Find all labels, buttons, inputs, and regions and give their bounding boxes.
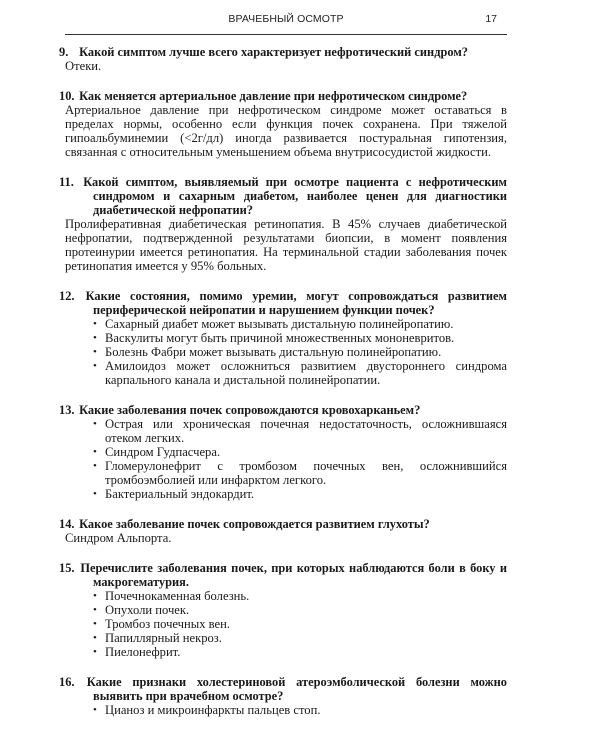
qa-item-14 — [59, 517, 507, 545]
question-heading: 10. Как меняется артериальное давление при нефротическом синдроме? — [59, 89, 468, 103]
qa-item-11 — [59, 175, 507, 273]
question-heading: 13. Какие заболевания почек сопровождаются кровохарканьем? — [59, 403, 421, 417]
qa-item-9 — [59, 45, 507, 73]
question-heading: 14. Какое заболевание почек сопровождается развитием глухоты? — [59, 517, 430, 531]
answer-bullet-list — [65, 317, 507, 387]
bullet-item: • Гломерулонефрит с тромбозом почечных вен, осложнившийся тромбоэмболией или инфарктом легкого. — [105, 459, 507, 487]
bullet-item: • Пиелонефрит. — [105, 645, 507, 659]
question-text: Какое заболевание почек сопровождается развитием глухоты? — [79, 517, 430, 531]
bullet-item: • Острая или хроническая почечная недостаточность, осложнившаяся отеком легких. — [105, 417, 507, 445]
question-text: Как меняется артериальное давление при нефротическом синдроме? — [79, 89, 468, 103]
answer-text: Отеки. — [65, 59, 102, 73]
answer-text: Артериальное давление при нефротическом синдроме может оставаться в пределах нормы, особенно если функция почек сохранена. При тяжелой гипоальбуминемии (<2г/дл) иногда развивается постуральная гипотензия, связанная с относительным уменьшением объема внутрисосудистой жидкости. — [65, 103, 507, 159]
answer-bullet-list — [65, 589, 507, 659]
page-content — [59, 45, 508, 733]
bullet-item: • Цианоз и микроинфаркты пальцев стоп. — [105, 703, 507, 717]
qa-item-10 — [59, 89, 507, 159]
bullet-item: • Болезнь Фабри может вызывать дистальную полинейропатию. — [105, 345, 507, 359]
bullet-item: • Амилоидоз может осложниться развитием двустороннего синдрома карпального канала и дистальной полинейропатии. — [105, 359, 507, 387]
bullet-item: • Почечнокаменная болезнь. — [105, 589, 507, 603]
bullet-item: • Опухоли почек. — [105, 603, 507, 617]
question-text: Перечислите заболевания почек, при которых наблюдаются боли в боку и макрогематурия. — [80, 561, 508, 589]
question-heading: 15. Перечислите заболевания почек, при которых наблюдаются боли в боку и макрогематурия. — [59, 561, 508, 589]
running-header — [65, 13, 507, 29]
qa-item-16 — [59, 675, 507, 717]
header-rule — [65, 34, 507, 35]
answer-text: Пролиферативная диабетическая ретинопатия. В 45% случаев диабетической нефропатии, подтвержденной результатами биопсии, в момент появления протеинурии имеется ретинопатия. На терминальной стадии заболевания почек ретинопатия имеется у 95% больных. — [65, 217, 507, 273]
question-heading: 11. Какой симптом, выявляемый при осмотре пациента с нефротическим синдромом и сахарным диабетом, наиболее ценен для диагностики диабетической нефропатии? — [59, 175, 507, 217]
running-title: ВРАЧЕБНЫЙ ОСМОТР — [228, 13, 344, 25]
question-heading: 16. Какие признаки холестериновой атероэмболической болезни можно выявить при врачебном осмотре? — [59, 675, 507, 703]
bullet-item: • Папиллярный некроз. — [105, 631, 507, 645]
question-text: Какой симптом лучше всего характеризует нефротический синдром? — [79, 45, 468, 59]
question-text: Какие заболевания почек сопровождаются кровохарканьем? — [79, 403, 421, 417]
bullet-item: • Синдром Гудпасчера. — [105, 445, 507, 459]
bullet-item: • Тромбоз почечных вен. — [105, 617, 507, 631]
bullet-item: • Васкулиты могут быть причиной множественных мононевритов. — [105, 331, 507, 345]
qa-item-15 — [59, 561, 508, 659]
answer-bullet-list — [65, 703, 507, 717]
question-heading: 12. Какие состояния, помимо уремии, могут сопровождаться развитием периферической нейропатии и нарушением функции почек? — [59, 289, 507, 317]
page-number: 17 — [485, 13, 497, 25]
answer-bullet-list — [65, 417, 507, 501]
bullet-item: • Бактериальный эндокардит. — [105, 487, 507, 501]
answer-text: Синдром Альпорта. — [65, 531, 172, 545]
question-text: Какие признаки холестериновой атероэмболической болезни можно выявить при врачебном осмотре? — [86, 675, 507, 703]
qa-item-13 — [59, 403, 507, 501]
bullet-item: • Сахарный диабет может вызывать дистальную полинейропатию. — [105, 317, 507, 331]
question-heading: 9. Какой симптом лучше всего характеризует нефротический синдром? — [59, 45, 468, 59]
qa-item-12 — [59, 289, 507, 387]
question-text: Какой симптом, выявляемый при осмотре пациента с нефротическим синдромом и сахарным диабетом, наиболее ценен для диагностики диабетической нефропатии? — [83, 175, 507, 217]
question-text: Какие состояния, помимо уремии, могут сопровождаться развитием периферической нейропатии и нарушением функции почек? — [85, 289, 507, 317]
